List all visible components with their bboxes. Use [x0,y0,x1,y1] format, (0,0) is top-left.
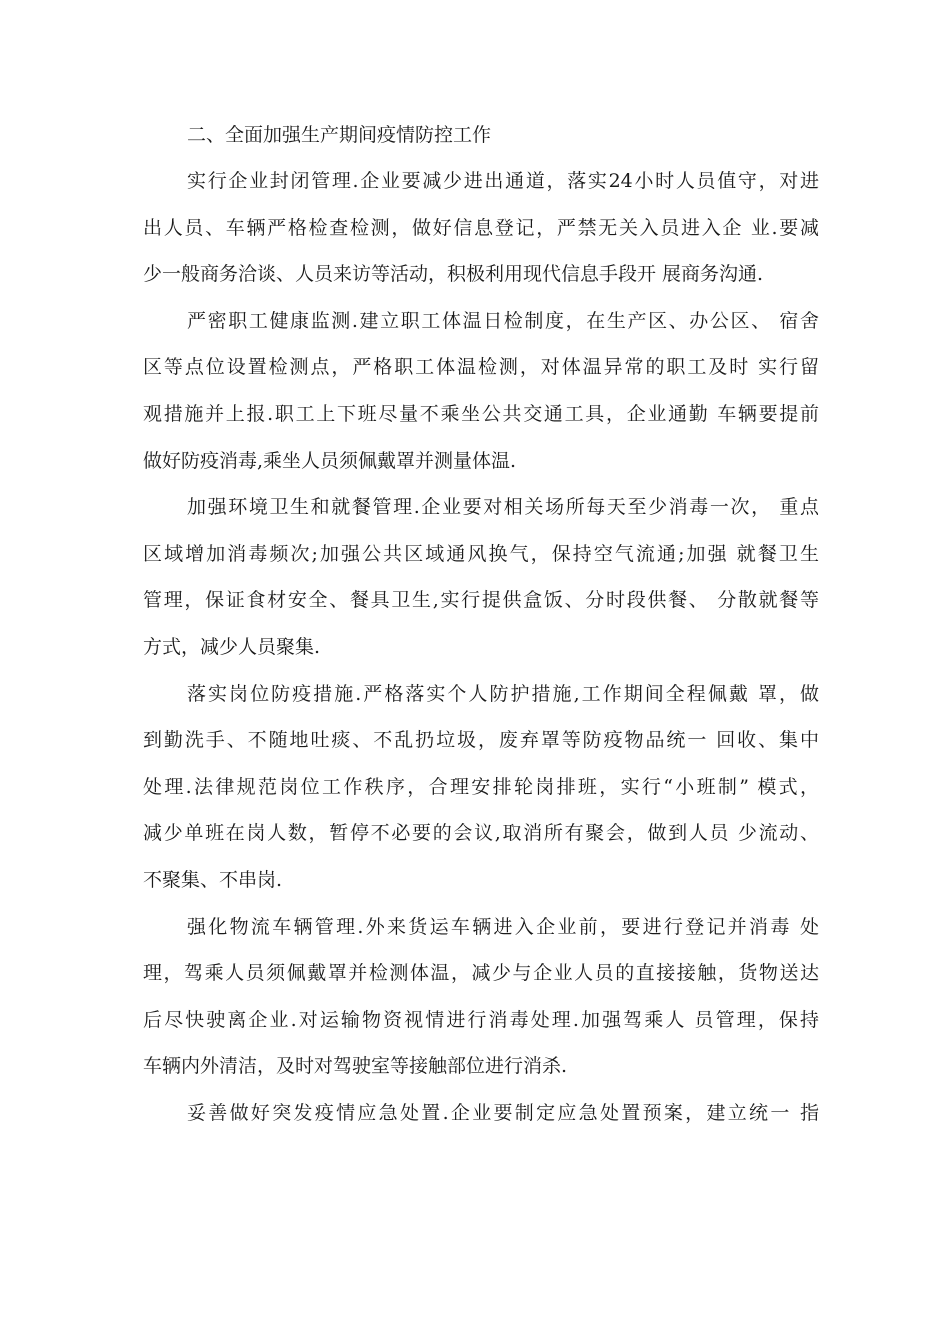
document-page [143,112,819,1136]
paragraph-line: 区等点位设置检测点，严格职工体温检测，对体温异常的职工及时 实行留 [143,356,819,379]
paragraph-line: 方式，减少人员聚集. [143,635,321,658]
paragraph-emergency-handling [143,1090,819,1137]
paragraph-post-measures [143,671,819,904]
paragraph-line: 严密职工健康监测.建立职工体温日检制度，在生产区、办公区、 宿舍 [187,309,819,332]
paragraph-line: 落实岗位防疫措施.严格落实个人防护措施,工作期间全程佩戴 罩，做 [187,682,819,705]
paragraph-environment-dining [143,484,819,670]
paragraph-line: 理，驾乘人员须佩戴罩并检测体温，减少与企业人员的直接接触，货物送达 [143,962,819,985]
section-heading: 二、全面加强生产期间疫情防控工作 [187,124,492,146]
paragraph-line: 管理，保证食材安全、餐具卫生,实行提供盒饭、分时段供餐、 分散就餐等 [143,589,819,612]
paragraph-line: 妥善做好突发疫情应急处置.企业要制定应急处置预案，建立统一 指 [187,1101,819,1124]
paragraph-line: 少一般商务洽谈、人员来访等活动，积极利用现代信息手段开 展商务沟通. [143,263,764,286]
paragraph-closed-management [143,158,819,298]
paragraph-logistics-vehicles [143,904,819,1090]
paragraph-line: 减少单班在岗人数，暂停不必要的会议,取消所有聚会，做到人员 少流动、 [143,822,819,845]
paragraph-line: 强化物流车辆管理.外来货运车辆进入企业前，要进行登记并消毒 处 [187,915,819,938]
paragraph-line: 做好防疫消毒,乘坐人员须佩戴罩并测量体温. [143,449,517,472]
paragraph-line: 后尽快驶离企业.对运输物资视情进行消毒处理.加强驾乘人 员管理，保持 [143,1008,819,1031]
paragraph-line: 车辆内外清洁，及时对驾驶室等接触部位进行消杀. [143,1055,568,1078]
paragraph-health-monitoring [143,298,819,484]
paragraph-line: 出人员、车辆严格检查检测，做好信息登记，严禁无关入员进入企 业.要减 [143,216,819,239]
paragraph-line: 加强环境卫生和就餐管理.企业要对相关场所每天至少消毒一次， 重点 [187,496,819,519]
paragraph-line: 不聚集、不串岗. [143,868,283,891]
paragraph-line: 实行企业封闭管理.企业要减少进出通道，落实24小时人员值守，对进 [187,170,819,192]
paragraph-line: 到勤洗手、不随地吐痰、不乱扔垃圾，废弃罩等防疫物品统一 回收、集中 [143,729,819,752]
paragraph-line: 观措施并上报.职工上下班尽量不乘坐公共交通工具，企业通勤 车辆要提前 [143,402,819,425]
paragraph-line: 处理.法律规范岗位工作秩序，合理安排轮岗排班，实行“小班制” 模式， [143,775,819,798]
paragraph-line: 区域增加消毒频次;加强公共区域通风换气，保持空气流通;加强 就餐卫生 [143,542,819,565]
